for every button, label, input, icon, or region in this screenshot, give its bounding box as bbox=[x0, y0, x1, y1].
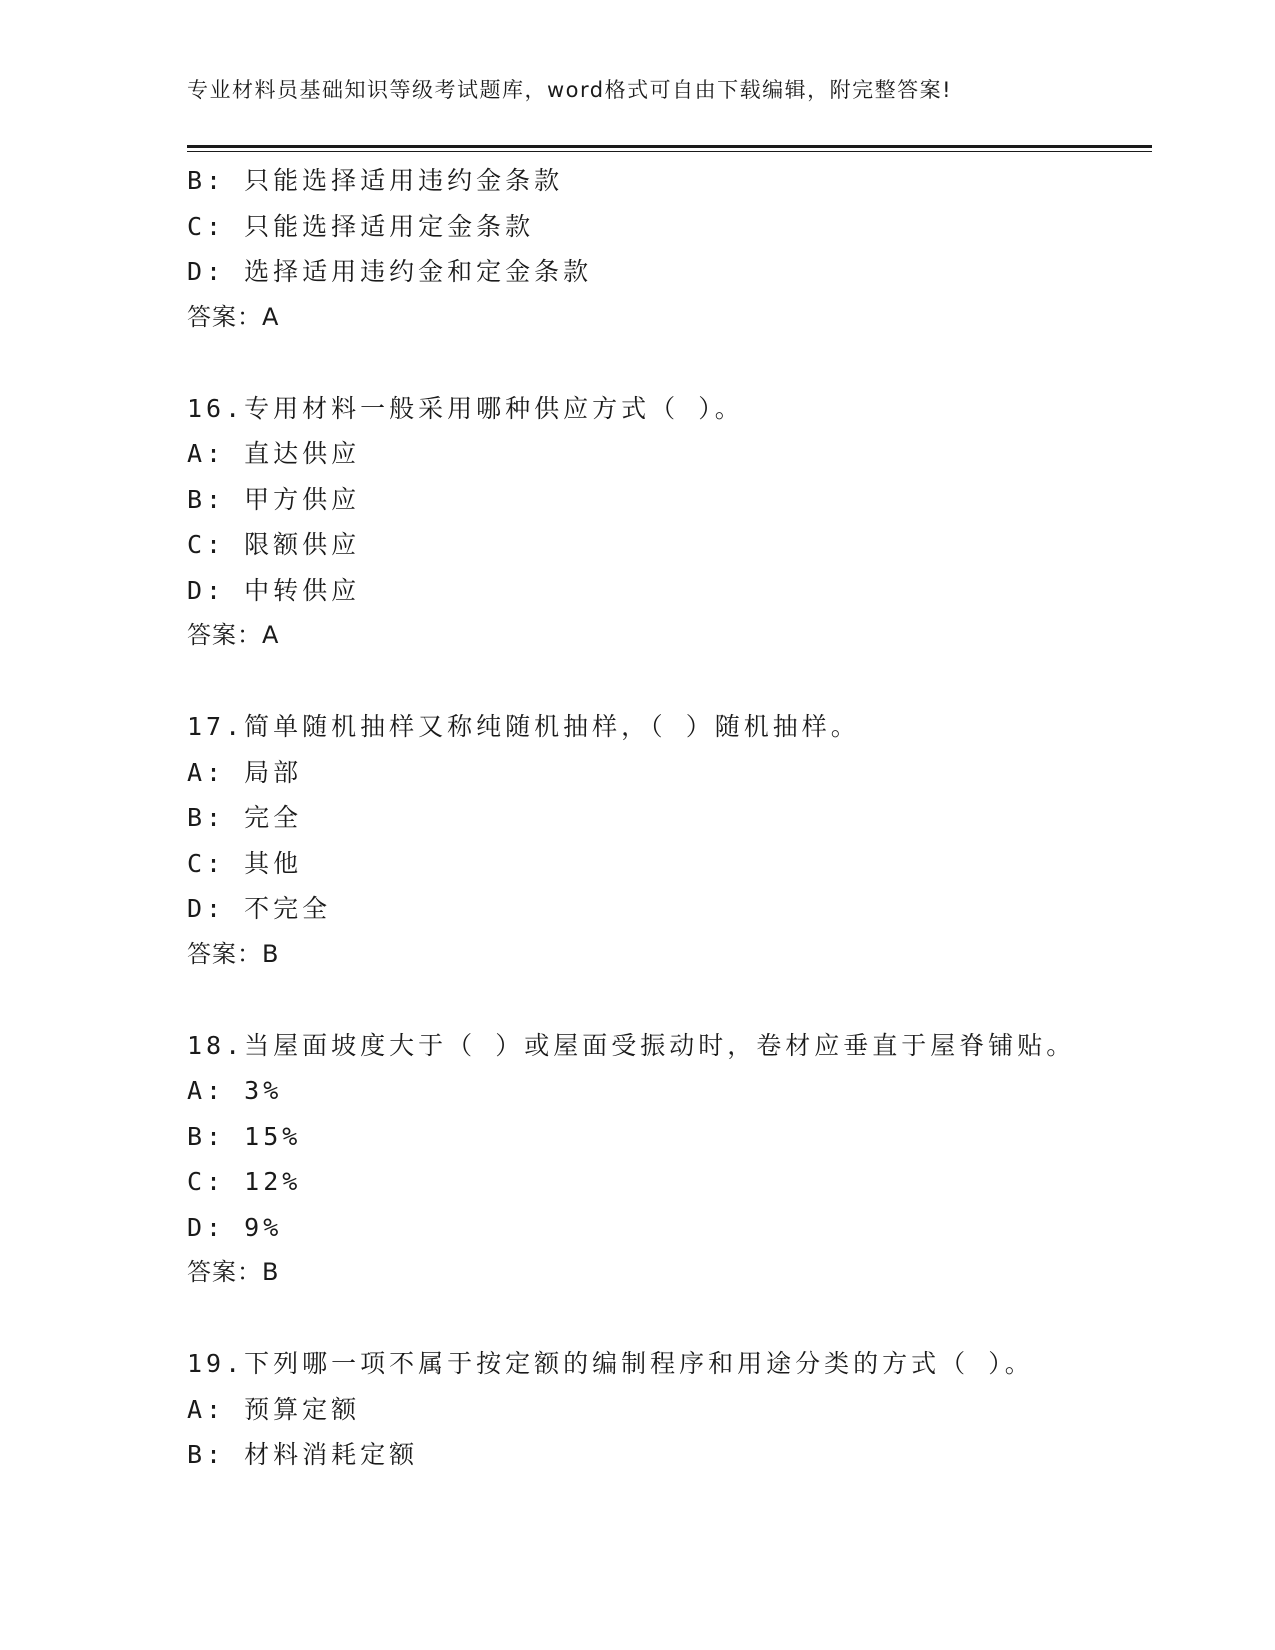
option-d: D: 选择适用违约金和定金条款 bbox=[187, 257, 593, 286]
question-content bbox=[187, 158, 1152, 1478]
question-18 bbox=[187, 1023, 1152, 1296]
page-header: 专业材料员基础知识等级考试题库，word格式可自由下载编辑，附完整答案! bbox=[187, 78, 953, 102]
option-c: C: 其他 bbox=[187, 848, 303, 878]
header-rule-thick bbox=[187, 145, 1152, 148]
option-b: B: 15% bbox=[187, 1121, 302, 1151]
answer: 答案：A bbox=[187, 302, 280, 331]
option-b: B: 完全 bbox=[187, 803, 303, 832]
question-stem: 18.当屋面坡度大于（ ）或屋面受振动时，卷材应垂直于屋脊铺贴。 bbox=[187, 1030, 1076, 1060]
question-16 bbox=[187, 386, 1152, 659]
question-19 bbox=[187, 1341, 1152, 1478]
answer: 答案：B bbox=[187, 1258, 280, 1286]
question-stem: 17.简单随机抽样又称纯随机抽样，（ ）随机抽样。 bbox=[187, 712, 860, 741]
question-17 bbox=[187, 704, 1152, 977]
option-c: C: 限额供应 bbox=[187, 530, 361, 559]
option-a: A: 3% bbox=[187, 1076, 283, 1105]
option-b: B: 材料消耗定额 bbox=[187, 1440, 419, 1469]
option-a: A: 预算定额 bbox=[187, 1394, 361, 1424]
question-stem: 16.专用材料一般采用哪种供应方式（ ）。 bbox=[187, 393, 744, 423]
option-d: D: 不完全 bbox=[187, 894, 332, 923]
question-stem: 19.下列哪一项不属于按定额的编制程序和用途分类的方式（ ）。 bbox=[187, 1349, 1034, 1378]
option-d: D: 9% bbox=[187, 1212, 283, 1242]
option-b: B: 甲方供应 bbox=[187, 484, 361, 514]
answer: 答案：B bbox=[187, 939, 280, 968]
question-15-continuation bbox=[187, 158, 1152, 340]
option-a: A: 局部 bbox=[187, 757, 303, 787]
option-d: D: 中转供应 bbox=[187, 575, 361, 605]
option-b: B: 只能选择适用违约金条款 bbox=[187, 166, 564, 195]
answer: 答案：A bbox=[187, 621, 280, 649]
header-rule-thin bbox=[187, 151, 1152, 152]
option-c: C: 只能选择适用定金条款 bbox=[187, 211, 535, 241]
option-a: A: 直达供应 bbox=[187, 439, 361, 468]
option-c: C: 12% bbox=[187, 1167, 302, 1196]
